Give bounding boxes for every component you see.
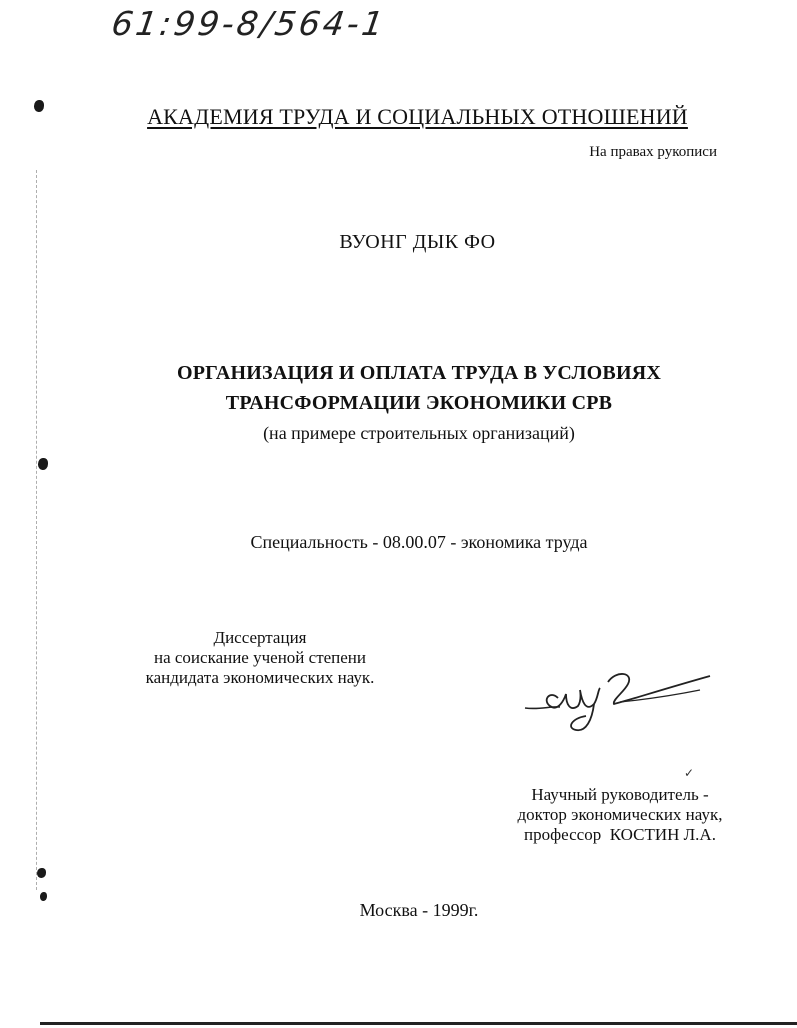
- degree-line-2: на соискание ученой степени: [153, 648, 367, 667]
- binding-hole: [38, 458, 48, 470]
- handwritten-signature: [520, 660, 720, 750]
- supervisor-info: [470, 785, 770, 845]
- title-line-1: ОРГАНИЗАЦИЯ И ОПЛАТА ТРУДА В УСЛОВИЯХ: [176, 362, 661, 384]
- degree-line-3: кандидата экономических наук.: [145, 668, 375, 687]
- supervisor-line-2: доктор экономических наук,: [517, 805, 723, 824]
- author-name: ВУОНГ ДЫК ФО: [339, 231, 496, 253]
- specialty-line: Специальность - 08.00.07 - экономика труда: [250, 532, 588, 552]
- title-subtitle: (на примере строительных организаций): [263, 423, 575, 443]
- title-line-2: ТРАНСФОРМАЦИИ ЭКОНОМИКИ СРВ: [225, 392, 613, 414]
- supervisor-line-3: профессор КОСТИН Л.А.: [524, 825, 716, 844]
- bottom-edge-line: [40, 1022, 797, 1025]
- binding-edge: [36, 170, 39, 890]
- tick-mark: ✓: [684, 766, 695, 780]
- manuscript-note: На правах рукописи: [589, 144, 717, 160]
- institution-name: АКАДЕМИЯ ТРУДА И СОЦИАЛЬНЫХ ОТНОШЕНИЙ: [147, 104, 688, 129]
- dissertation-title: [0, 358, 797, 448]
- degree-statement: [110, 628, 410, 688]
- binding-hole: [37, 868, 46, 878]
- city-year: Москва - 1999г.: [359, 900, 479, 920]
- supervisor-line-1: Научный руководитель -: [531, 785, 709, 804]
- degree-line-1: Диссертация: [213, 628, 307, 647]
- archive-number: 61:99-8/564-1: [109, 4, 389, 43]
